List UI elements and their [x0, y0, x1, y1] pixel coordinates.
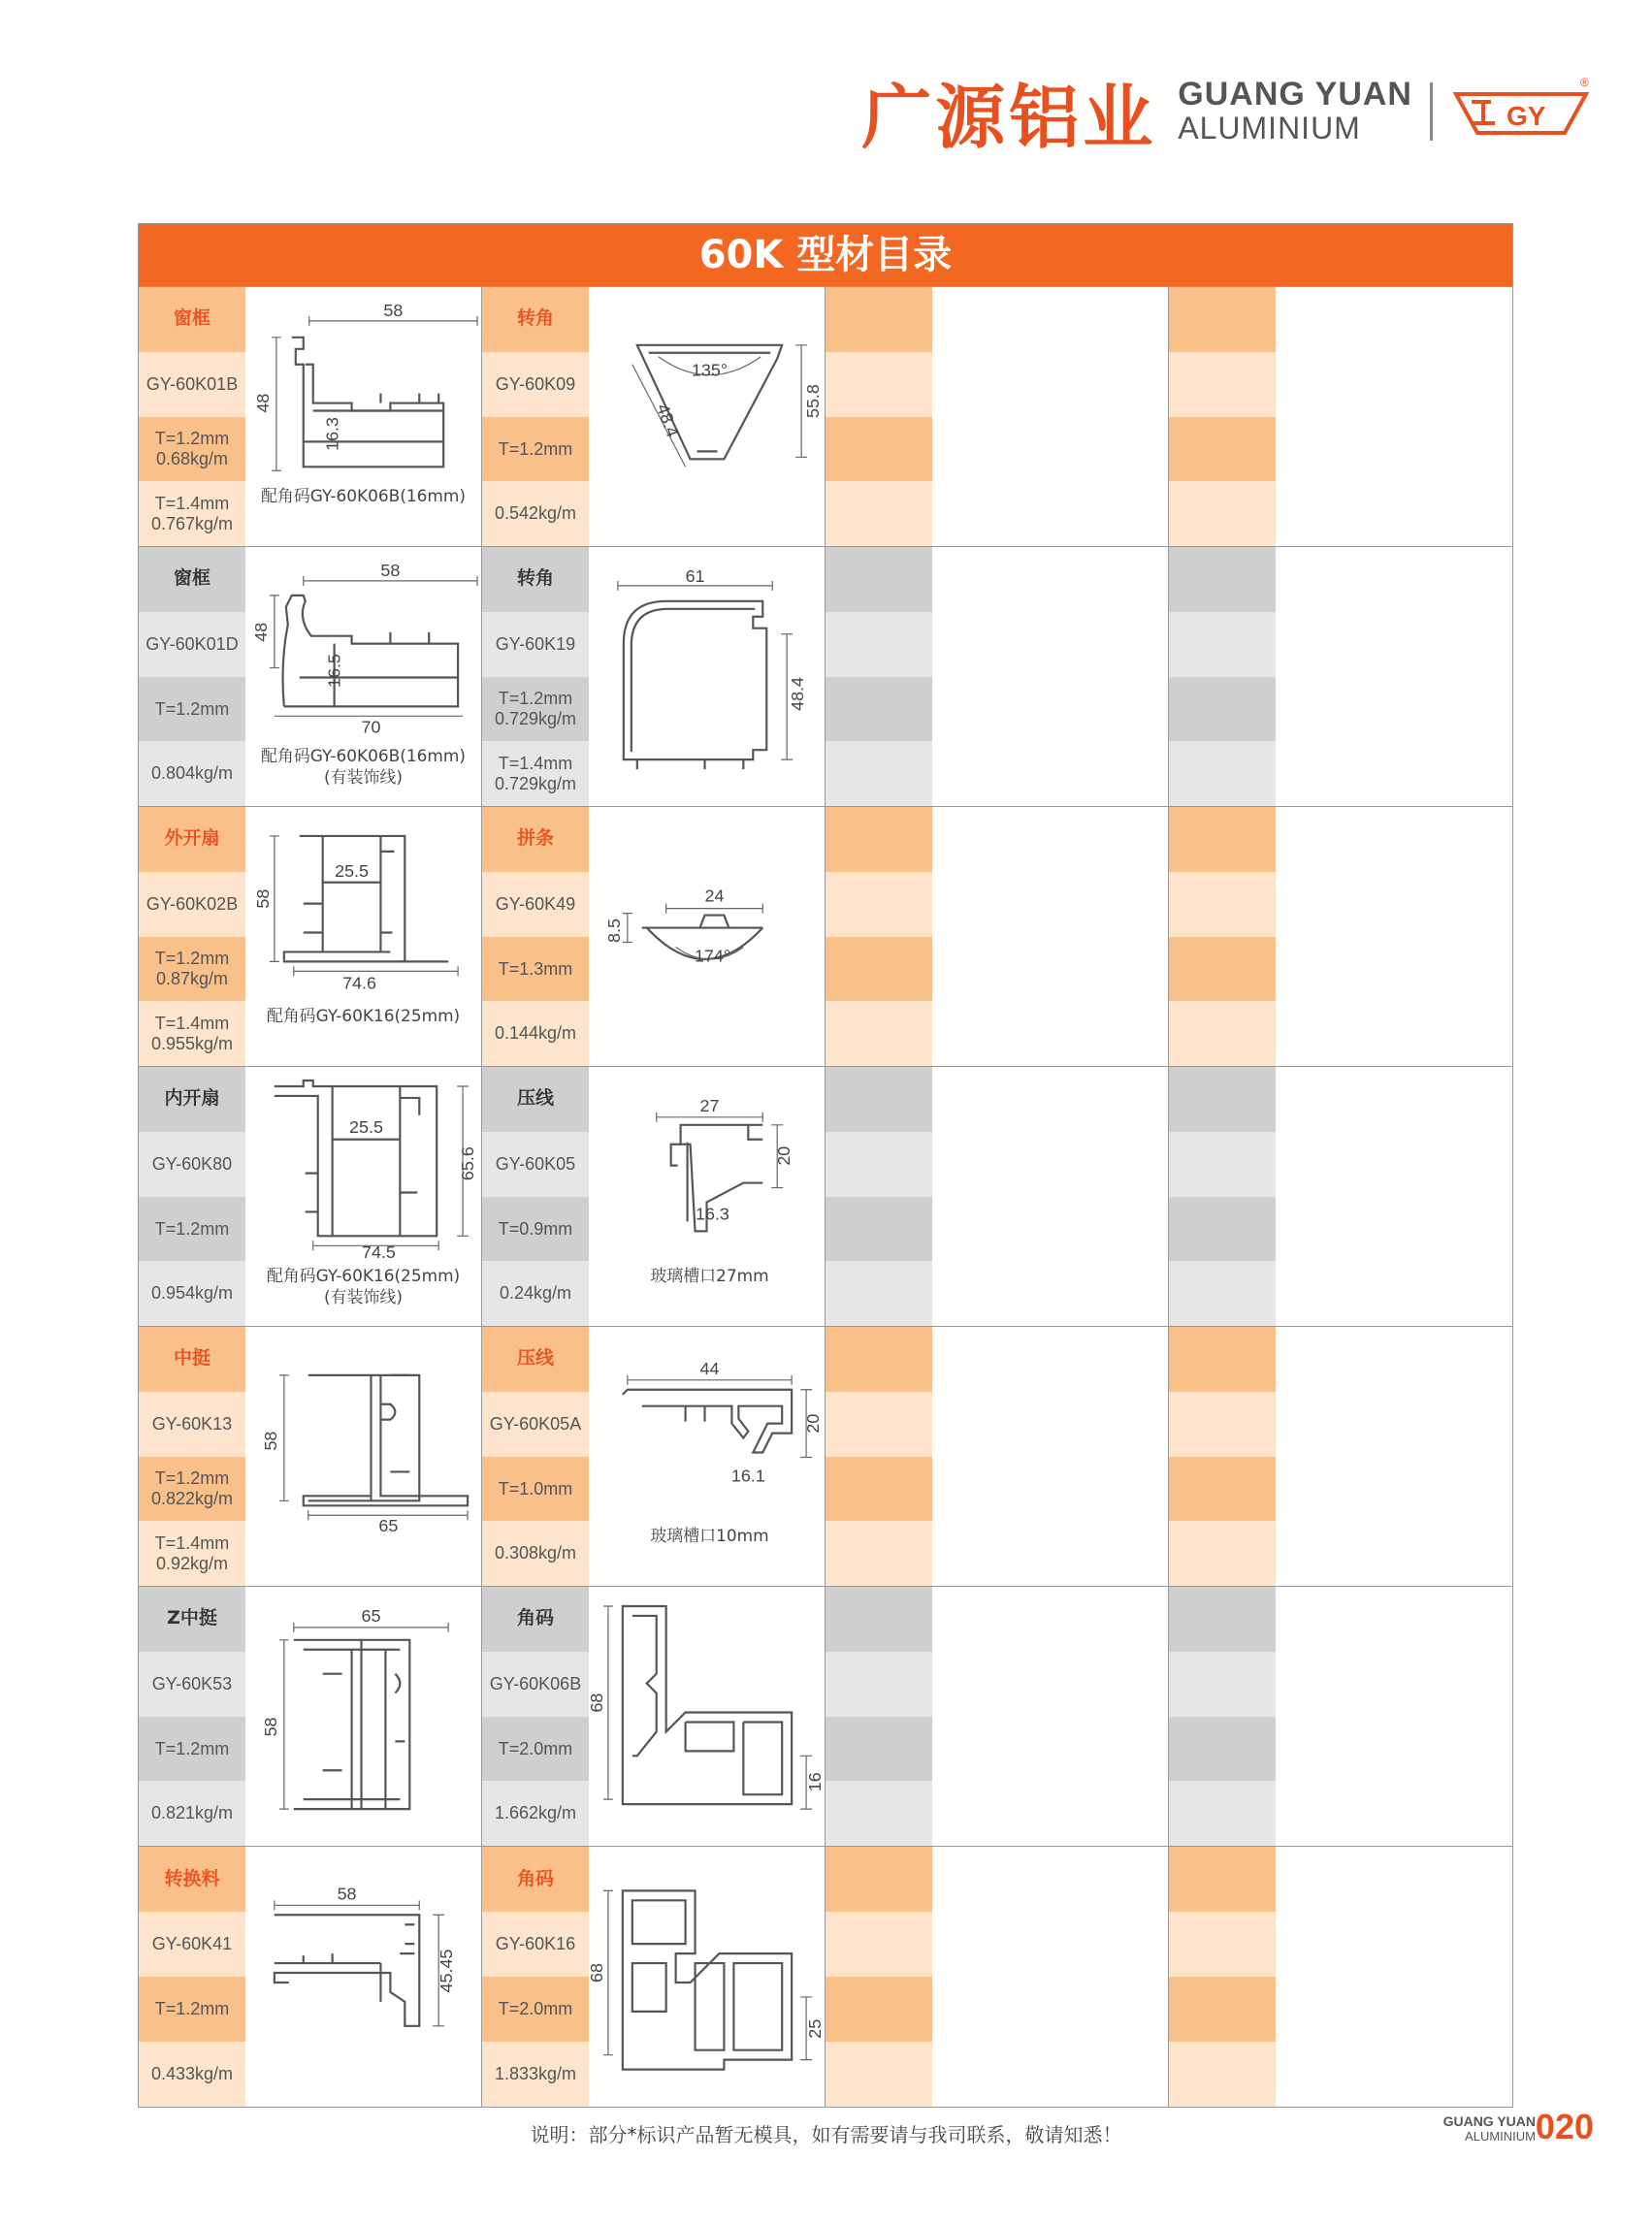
profile-catalog-table: [138, 223, 1513, 2108]
profile-labels: [826, 1067, 932, 1326]
profile-code: GY-60K49: [482, 872, 589, 937]
profile-cross-section-icon: [586, 1587, 826, 1846]
profile-entry: [826, 1847, 1169, 2107]
profile-code: [1169, 1392, 1276, 1457]
dimension-label: 65: [361, 1605, 381, 1626]
profile-labels: [1169, 807, 1276, 1066]
profile-drawing: [932, 1587, 1168, 1846]
catalog-grid: [139, 287, 1512, 2107]
dimension-label: 48: [252, 393, 273, 413]
profile-labels: [826, 1587, 932, 1846]
dimension-label: 45.45: [437, 1949, 457, 1993]
profile-drawing: [589, 1327, 825, 1586]
dimension-label: 16.3: [322, 416, 342, 451]
dimension-label: 25: [805, 2018, 826, 2039]
profile-labels: [1169, 1847, 1276, 2107]
profile-code: GY-60K02B: [139, 872, 245, 937]
brand-logo-icon: [1448, 73, 1594, 150]
profile-entry: [482, 1587, 826, 1846]
dimension-label: 74.6: [342, 973, 376, 993]
brand-logo-text: GY: [1506, 101, 1546, 131]
profile-spec-1: T=2.0mm: [482, 1977, 589, 2042]
profile-entry: [482, 547, 826, 806]
dimension-label: 16.5: [324, 654, 344, 688]
profile-spec-1: T=2.0mm: [482, 1717, 589, 1782]
profile-name: 压线: [482, 1327, 589, 1392]
profile-entry: [482, 287, 826, 546]
profile-entry: [1169, 807, 1512, 1066]
profile-labels: [139, 1067, 245, 1326]
drawing-note: 玻璃槽口27mm: [650, 1266, 769, 1286]
dimension-label: 16.3: [696, 1204, 729, 1224]
profile-entry: [139, 1067, 482, 1326]
profile-cross-section-icon: [245, 1587, 481, 1846]
dimension-label: 16: [805, 1772, 826, 1792]
profile-drawing: [589, 1067, 825, 1326]
brand-name-en-line2: ALUMINIUM: [1178, 111, 1361, 146]
profile-spec-1: T=1.2mm: [139, 1717, 245, 1782]
dimension-label: 58: [260, 1717, 280, 1737]
dimension-label: 74.5: [362, 1242, 396, 1263]
profile-labels: [1169, 1327, 1276, 1586]
profile-drawing: [1276, 1847, 1512, 2107]
profile-entry: [139, 287, 482, 546]
profile-labels: [1169, 287, 1276, 546]
profile-drawing: [932, 1327, 1168, 1586]
dimension-label: 20: [774, 1145, 794, 1166]
profile-name: [1169, 1067, 1276, 1132]
profile-spec-1: [826, 1197, 932, 1262]
profile-spec-1: [1169, 1977, 1276, 2042]
profile-labels: [826, 807, 932, 1066]
profile-name: [1169, 287, 1276, 352]
profile-labels: [482, 287, 589, 546]
dimension-label: 58: [383, 300, 404, 320]
profile-drawing: [586, 1587, 826, 1846]
brand-divider: [1430, 82, 1433, 141]
profile-labels: [482, 1067, 589, 1326]
profile-name: 转角: [482, 547, 589, 612]
drawing-note: 配角码GY-60K06B(16mm): [261, 746, 466, 766]
catalog-row: [139, 1327, 1512, 1587]
dimension-label: 48.4: [652, 401, 683, 440]
profile-cross-section-icon: [245, 807, 481, 1066]
profile-name: 外开扇: [139, 807, 245, 872]
profile-drawing: [1276, 547, 1512, 806]
profile-name: [826, 1587, 932, 1652]
profile-spec-2: 0.308kg/m: [482, 1521, 589, 1586]
profile-labels: [482, 807, 589, 1066]
profile-labels: [139, 547, 245, 806]
brand-registered-mark: ®: [1580, 76, 1589, 89]
catalog-row: [139, 807, 1512, 1067]
drawing-note: 玻璃槽口10mm: [650, 1526, 769, 1546]
dimension-label: 68: [586, 1693, 606, 1713]
profile-spec-2: [826, 1261, 932, 1326]
dimension-label: 58: [380, 560, 401, 580]
brand-name-en: [1178, 78, 1412, 145]
profile-spec-2: [826, 1781, 932, 1846]
drawing-note: 配角码GY-60K16(25mm): [266, 1006, 461, 1026]
profile-code: GY-60K05: [482, 1132, 589, 1197]
profile-name: 角码: [482, 1847, 589, 1912]
profile-spec-2: T=1.4mm 0.767kg/m: [139, 481, 245, 546]
profile-entry: [826, 807, 1169, 1066]
dimension-label: 20: [803, 1413, 824, 1434]
profile-spec-2: [1169, 741, 1276, 806]
brand-name-en-line1: GUANG YUAN: [1178, 76, 1412, 113]
profile-code: GY-60K13: [139, 1392, 245, 1457]
profile-cross-section-icon: [245, 547, 481, 806]
profile-spec-1: [1169, 1717, 1276, 1782]
profile-spec-2: [1169, 1781, 1276, 1846]
profile-drawing: [245, 1067, 481, 1326]
profile-name: [1169, 1847, 1276, 1912]
profile-entry: [826, 1327, 1169, 1586]
catalog-row: [139, 1067, 1512, 1327]
dimension-label: 68: [586, 1963, 606, 1983]
profile-drawing: [245, 807, 481, 1066]
profile-name: [826, 1847, 932, 1912]
drawing-note: 配角码GY-60K06B(16mm): [261, 486, 466, 506]
profile-code: GY-60K19: [482, 612, 589, 677]
profile-code: [826, 1132, 932, 1197]
profile-name: 内开扇: [139, 1067, 245, 1132]
profile-spec-2: [1169, 1001, 1276, 1066]
profile-cross-section-icon: [245, 1847, 481, 2107]
profile-spec-2: 0.542kg/m: [482, 481, 589, 546]
profile-spec-1: [1169, 1457, 1276, 1522]
drawing-note: (有装饰线): [324, 767, 403, 788]
profile-name: [1169, 1327, 1276, 1392]
profile-spec-1: [826, 417, 932, 482]
profile-spec-1: T=1.2mm 0.68kg/m: [139, 417, 245, 482]
profile-code: [1169, 872, 1276, 937]
profile-spec-2: 0.144kg/m: [482, 1001, 589, 1066]
profile-entry: [139, 807, 482, 1066]
profile-drawing: [932, 547, 1168, 806]
profile-cross-section-icon: [589, 287, 825, 546]
profile-drawing: [589, 807, 825, 1066]
dimension-label: 58: [337, 1884, 357, 1904]
profile-spec-1: [1169, 937, 1276, 1002]
profile-spec-1: T=1.2mm: [482, 417, 589, 482]
profile-spec-1: [826, 1977, 932, 2042]
profile-spec-1: [1169, 417, 1276, 482]
dimension-label: 174°: [694, 946, 730, 966]
profile-cross-section-icon: [589, 807, 825, 1066]
profile-entry: [1169, 547, 1512, 806]
profile-code: [826, 1652, 932, 1717]
profile-entry: [139, 547, 482, 806]
footer-brand-line1: GUANG YUAN: [1442, 2113, 1536, 2129]
page-number: 020: [1535, 2107, 1594, 2146]
dimension-label: 24: [704, 886, 725, 906]
profile-entry: [826, 287, 1169, 546]
profile-spec-1: T=1.2mm: [139, 1197, 245, 1262]
profile-labels: [826, 1847, 932, 2107]
profile-labels: [826, 547, 932, 806]
profile-spec-1: T=1.2mm: [139, 677, 245, 742]
profile-entry: [826, 1067, 1169, 1326]
profile-spec-1: [826, 677, 932, 742]
profile-name: [826, 1327, 932, 1392]
profile-drawing: [1276, 1327, 1512, 1586]
profile-entry: [826, 547, 1169, 806]
profile-labels: [826, 287, 932, 546]
profile-entry: [482, 807, 826, 1066]
dimension-label: 48: [250, 622, 271, 642]
dimension-label: 48.4: [788, 676, 808, 711]
profile-drawing: [932, 287, 1168, 546]
profile-code: GY-60K05A: [482, 1392, 589, 1457]
profile-cross-section-icon: [589, 547, 825, 806]
profile-entry: [139, 1847, 482, 2107]
profile-spec-1: [826, 1457, 932, 1522]
profile-name: [1169, 807, 1276, 872]
dimension-label: 70: [361, 717, 381, 737]
profile-code: [826, 612, 932, 677]
profile-spec-2: [1169, 1521, 1276, 1586]
profile-spec-2: [826, 1001, 932, 1066]
footer-note: 说明：部分*标识产品暂无模具，如有需要请与我司联系，敬请知悉！: [530, 2123, 1122, 2146]
profile-spec-2: [1169, 481, 1276, 546]
profile-spec-2: [1169, 2042, 1276, 2107]
profile-code: [1169, 1132, 1276, 1197]
profile-entry: [482, 1067, 826, 1326]
profile-code: GY-60K01B: [139, 352, 245, 417]
profile-spec-1: T=1.2mm 0.822kg/m: [139, 1457, 245, 1522]
profile-code: [826, 872, 932, 937]
profile-spec-2: [1169, 1261, 1276, 1326]
profile-cross-section-icon: [245, 1327, 481, 1586]
profile-spec-2: T=1.4mm 0.955kg/m: [139, 1001, 245, 1066]
profile-spec-1: T=1.2mm 0.729kg/m: [482, 677, 589, 742]
profile-drawing: [1276, 287, 1512, 546]
profile-spec-2: 0.24kg/m: [482, 1261, 589, 1326]
profile-entry: [139, 1587, 482, 1846]
profile-cross-section-icon: [589, 1067, 825, 1326]
catalog-row: [139, 547, 1512, 807]
profile-labels: [1169, 1067, 1276, 1326]
profile-drawing: [245, 1587, 481, 1846]
profile-drawing: [586, 1847, 826, 2107]
footer-brand-line2: ALUMINIUM: [1465, 2129, 1536, 2144]
profile-code: GY-60K80: [139, 1132, 245, 1197]
profile-code: [1169, 1912, 1276, 1977]
profile-spec-2: 1.662kg/m: [482, 1781, 589, 1846]
profile-spec-2: T=1.4mm 0.729kg/m: [482, 741, 589, 806]
profile-code: [1169, 612, 1276, 677]
profile-code: GY-60K53: [139, 1652, 245, 1717]
profile-drawing: [1276, 807, 1512, 1066]
profile-spec-2: [826, 741, 932, 806]
dimension-label: 135°: [691, 360, 729, 380]
profile-spec-1: T=0.9mm: [482, 1197, 589, 1262]
profile-spec-2: [826, 1521, 932, 1586]
profile-entry: [1169, 287, 1512, 546]
dimension-label: 58: [260, 1431, 280, 1451]
catalog-title: 60K 型材目录: [139, 224, 1512, 287]
profile-name: [826, 807, 932, 872]
dimension-label: 16.1: [730, 1466, 765, 1486]
dimension-label: 25.5: [349, 1116, 383, 1137]
profile-spec-2: T=1.4mm 0.92kg/m: [139, 1521, 245, 1586]
catalog-row: [139, 1587, 1512, 1847]
profile-spec-1: [1169, 1197, 1276, 1262]
profile-spec-2: [826, 481, 932, 546]
profile-spec-2: [826, 2042, 932, 2107]
dimension-label: 25.5: [335, 860, 369, 881]
profile-name: 转角: [482, 287, 589, 352]
profile-name: [826, 1067, 932, 1132]
profile-spec-2: 0.804kg/m: [139, 741, 245, 806]
profile-labels: [482, 1847, 589, 2107]
profile-name: 拼条: [482, 807, 589, 872]
profile-name: [1169, 1587, 1276, 1652]
profile-labels: [139, 1847, 245, 2107]
drawing-note: (有装饰线): [324, 1287, 403, 1307]
profile-labels: [482, 1587, 589, 1846]
profile-name: [826, 547, 932, 612]
profile-drawing: [245, 547, 481, 806]
profile-drawing: [245, 287, 481, 546]
profile-name: 压线: [482, 1067, 589, 1132]
profile-entry: [1169, 1587, 1512, 1846]
profile-entry: [826, 1587, 1169, 1846]
profile-entry: [1169, 1067, 1512, 1326]
profile-spec-1: [826, 1717, 932, 1782]
profile-entry: [482, 1847, 826, 2107]
profile-drawing: [932, 1067, 1168, 1326]
profile-cross-section-icon: [245, 1067, 481, 1326]
dimension-label: 8.5: [603, 919, 624, 943]
profile-code: GY-60K09: [482, 352, 589, 417]
profile-cross-section-icon: [586, 1847, 826, 2107]
brand-name-cn: 广源铝业: [861, 77, 1157, 158]
profile-code: GY-60K01D: [139, 612, 245, 677]
profile-name: 窗框: [139, 287, 245, 352]
dimension-label: 58: [252, 888, 273, 909]
profile-drawing: [589, 547, 825, 806]
drawing-note: 配角码GY-60K16(25mm): [266, 1266, 461, 1286]
profile-spec-1: T=1.0mm: [482, 1457, 589, 1522]
profile-spec-2: 0.821kg/m: [139, 1781, 245, 1846]
profile-labels: [139, 807, 245, 1066]
profile-labels: [139, 1587, 245, 1846]
profile-spec-1: T=1.2mm: [139, 1977, 245, 2042]
profile-name: 中挺: [139, 1327, 245, 1392]
profile-labels: [139, 1327, 245, 1586]
profile-labels: [482, 1327, 589, 1586]
dimension-label: 27: [699, 1095, 720, 1115]
profile-spec-1: T=1.3mm: [482, 937, 589, 1002]
profile-code: [826, 352, 932, 417]
profile-spec-1: [826, 937, 932, 1002]
profile-labels: [482, 547, 589, 806]
profile-code: GY-60K16: [482, 1912, 589, 1977]
profile-spec-2: 0.954kg/m: [139, 1261, 245, 1326]
brand-header: [861, 58, 1594, 165]
profile-entry: [139, 1327, 482, 1586]
profile-labels: [1169, 547, 1276, 806]
profile-drawing: [589, 287, 825, 546]
profile-code: GY-60K41: [139, 1912, 245, 1977]
profile-name: 角码: [482, 1587, 589, 1652]
dimension-label: 55.8: [803, 384, 824, 418]
dimension-label: 44: [699, 1358, 720, 1378]
profile-name: 转换料: [139, 1847, 245, 1912]
dimension-label: 65.6: [458, 1146, 478, 1181]
profile-drawing: [932, 807, 1168, 1066]
catalog-row: [139, 1847, 1512, 2107]
profile-cross-section-icon: [245, 287, 481, 546]
profile-code: GY-60K06B: [482, 1652, 589, 1717]
profile-name: [826, 287, 932, 352]
footer-brand: [1443, 2114, 1536, 2143]
profile-drawing: [1276, 1067, 1512, 1326]
profile-drawing: [1276, 1587, 1512, 1846]
profile-code: [826, 1912, 932, 1977]
profile-labels: [139, 287, 245, 546]
dimension-label: 61: [685, 565, 705, 586]
catalog-row: [139, 287, 1512, 547]
profile-drawing: [245, 1327, 481, 1586]
dimension-label: 65: [378, 1516, 399, 1536]
profile-spec-1: T=1.2mm 0.87kg/m: [139, 937, 245, 1002]
profile-code: [826, 1392, 932, 1457]
profile-cross-section-icon: [589, 1327, 825, 1586]
profile-drawing: [932, 1847, 1168, 2107]
profile-code: [1169, 352, 1276, 417]
profile-entry: [1169, 1327, 1512, 1586]
profile-name: [1169, 547, 1276, 612]
profile-name: 窗框: [139, 547, 245, 612]
profile-spec-2: 0.433kg/m: [139, 2042, 245, 2107]
profile-labels: [826, 1327, 932, 1586]
profile-spec-2: 1.833kg/m: [482, 2042, 589, 2107]
profile-entry: [482, 1327, 826, 1586]
profile-spec-1: [1169, 677, 1276, 742]
profile-drawing: [245, 1847, 481, 2107]
profile-name: Z中挺: [139, 1587, 245, 1652]
profile-labels: [1169, 1587, 1276, 1846]
profile-code: [1169, 1652, 1276, 1717]
profile-entry: [1169, 1847, 1512, 2107]
